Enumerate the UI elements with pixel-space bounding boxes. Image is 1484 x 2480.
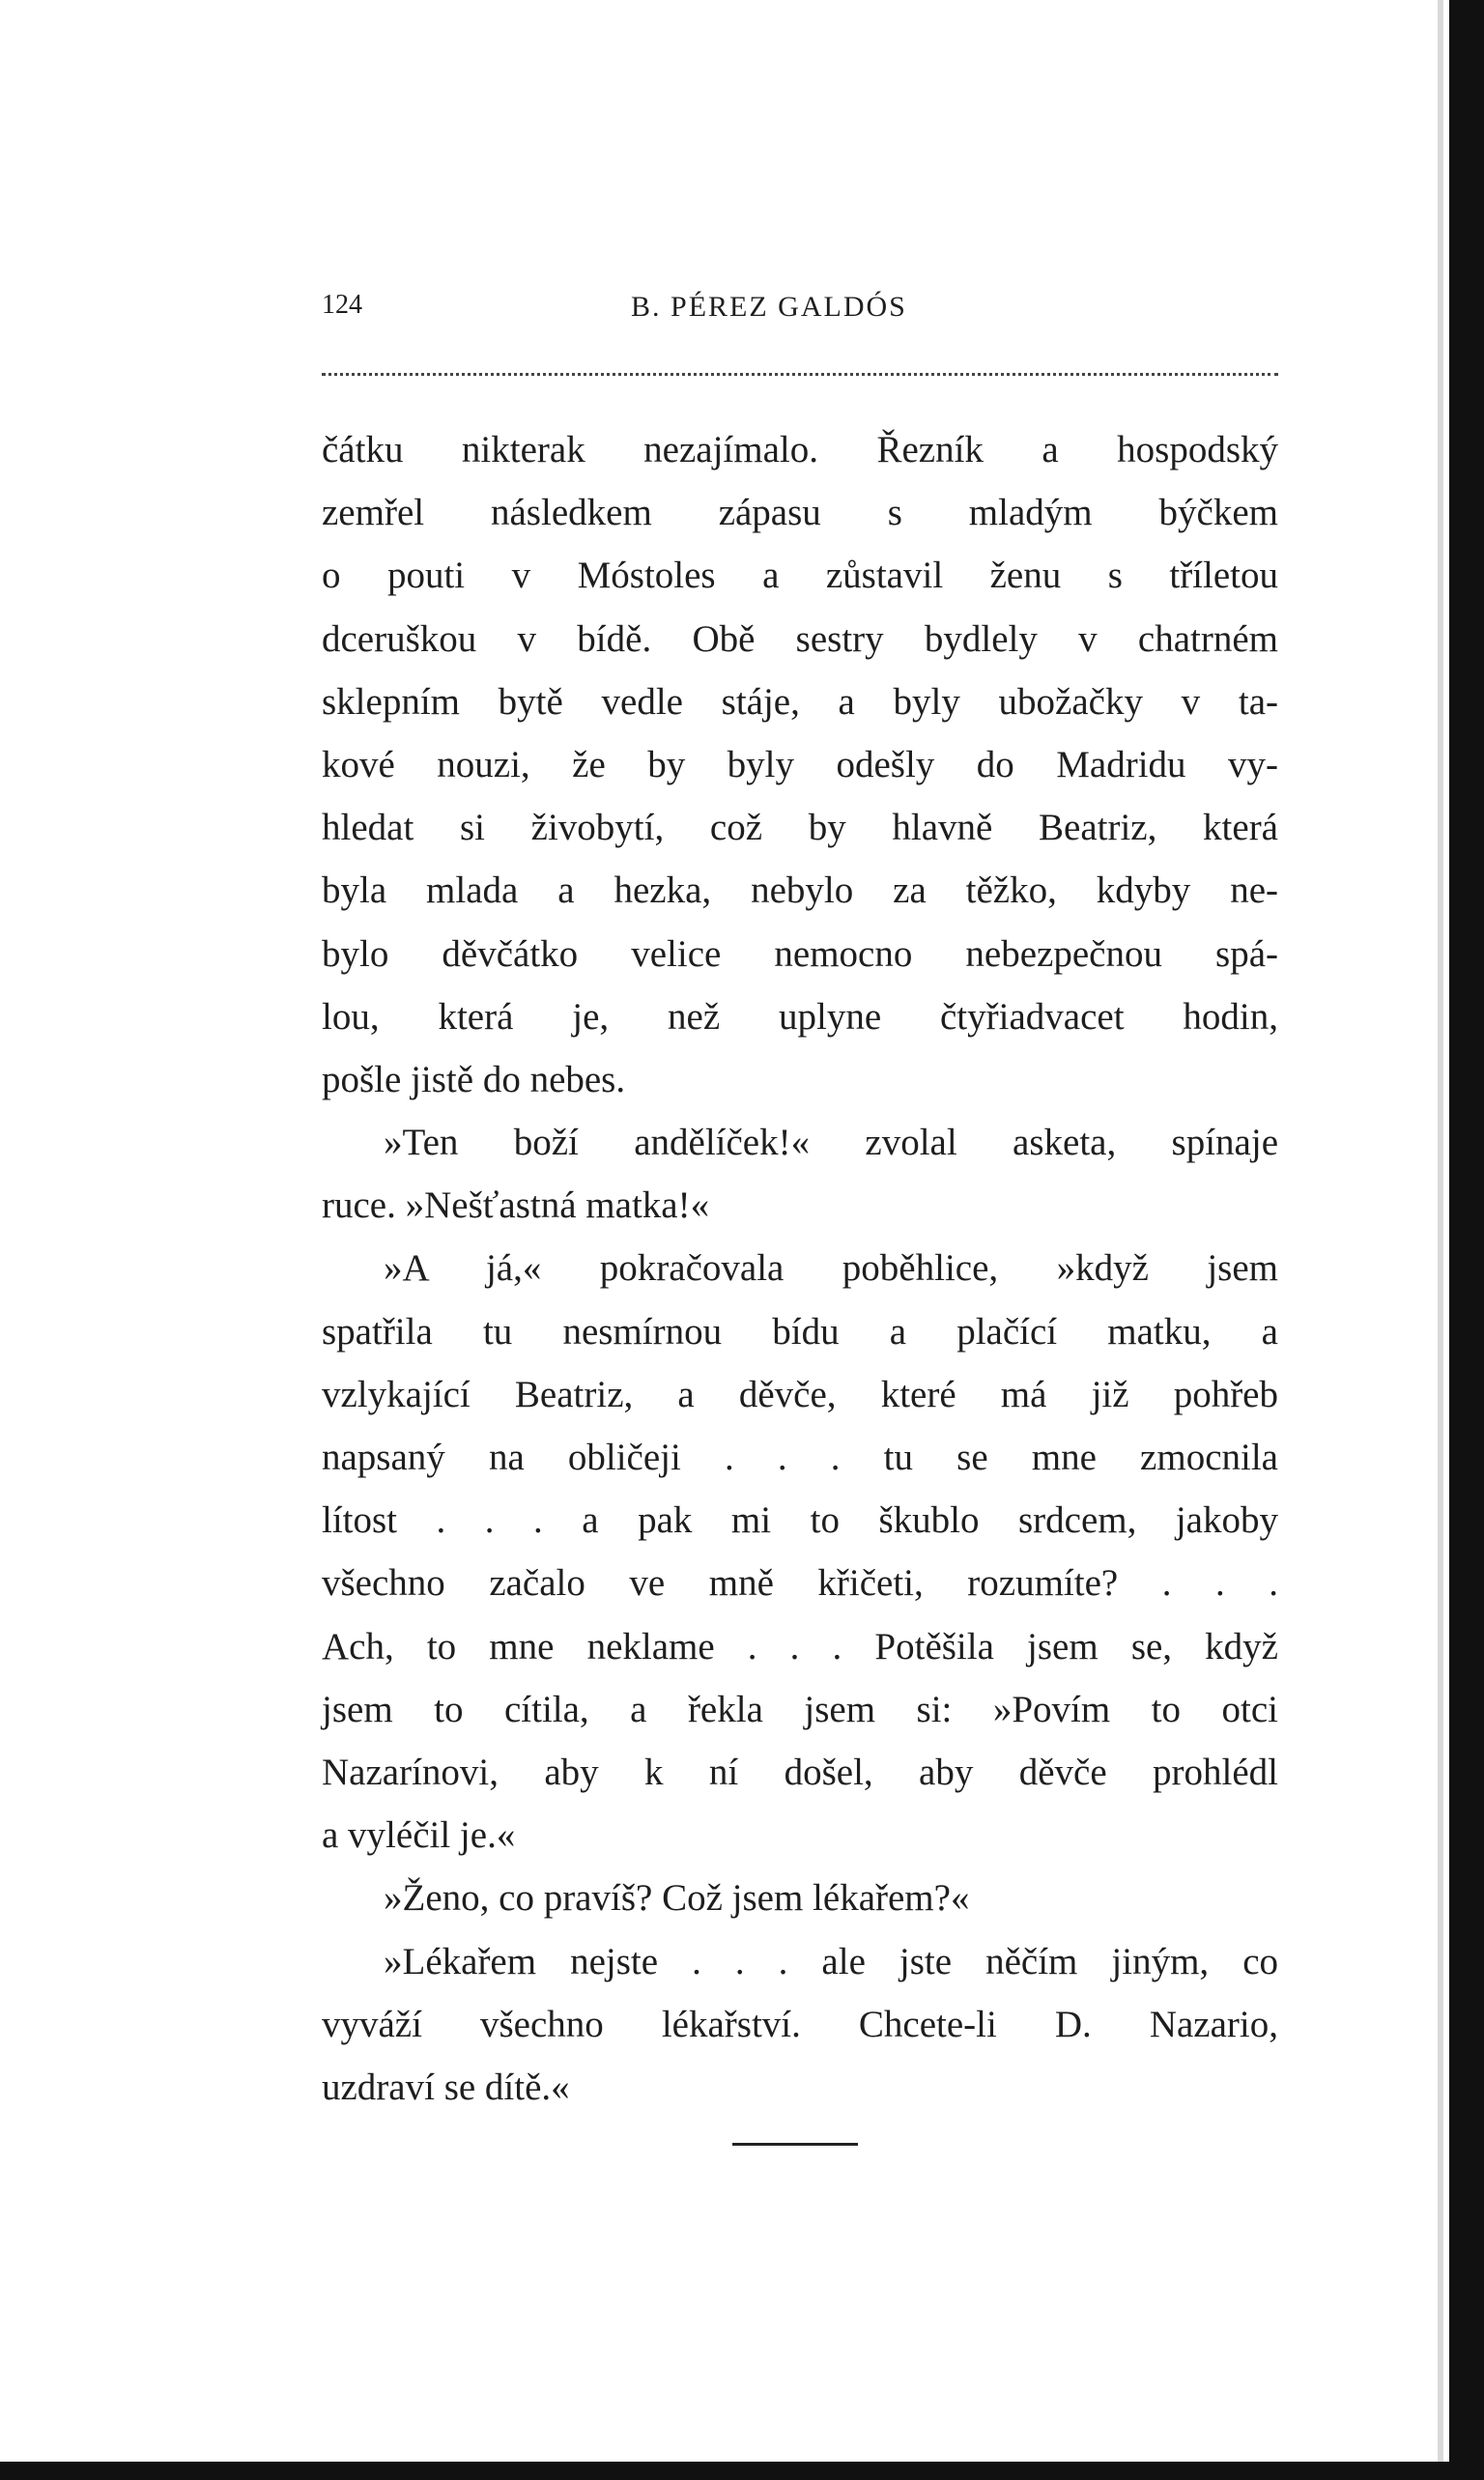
text-line: uzdraví se dítě.« <box>322 2066 570 2108</box>
text-line: »Ten boží andělíček!« zvolal asketa, spínaje <box>384 1122 1278 1164</box>
scan-page-edge <box>1438 0 1443 2462</box>
text-line: Ach, to mne neklame . . . Potěšila jsem se, když <box>322 1625 1278 1668</box>
text-line: vzlykající Beatriz, a děvče, které má již pohřeb <box>322 1373 1278 1415</box>
running-head: B. PÉREZ GALDÓS <box>631 291 907 323</box>
text-line: »Lékařem nejste . . . ale jste něčím jiným, co <box>384 1940 1278 1982</box>
text-line: napsaný na obličeji . . . tu se mne zmocnila <box>322 1437 1278 1478</box>
text-line: sklepním bytě vedle stáje, a byly ubožačky v ta- <box>322 680 1278 723</box>
end-rule <box>732 2143 858 2146</box>
text-line: pošle jistě do nebes. <box>322 1058 626 1100</box>
text-line: všechno začalo ve mně křičeti, rozumíte? . . . <box>322 1562 1278 1605</box>
text-line: dceruškou v bídě. Obě sestry bydlely v chatrném <box>322 617 1278 660</box>
text-line: a vyléčil je.« <box>322 1814 516 1857</box>
text-line: lítost . . . a pak mi to škublo srdcem, jakoby <box>322 1499 1278 1542</box>
scan-border-right <box>1449 0 1484 2480</box>
header-dotted-rule <box>322 373 1278 376</box>
text-line: jsem to cítila, a řekla jsem si: »Povím to otci <box>322 1688 1278 1730</box>
text-line: »A já,« pokračovala poběhlice, »když jsem <box>384 1247 1278 1290</box>
text-line: hledat si živobytí, což by hlavně Beatriz, která <box>322 807 1278 849</box>
page-header <box>322 286 1278 325</box>
scan-border-bottom <box>0 2462 1484 2480</box>
text-line: bylo děvčátko velice nemocno nebezpečnou spá- <box>322 932 1278 975</box>
body-text <box>322 418 1278 2119</box>
text-line: ruce. »Nešťastná matka!« <box>322 1184 710 1227</box>
page-number: 124 <box>322 290 362 320</box>
text-line: čátku nikterak nezajímalo. Řezník a hospodský <box>322 429 1278 470</box>
text-line: »Ženo, co pravíš? Což jsem lékařem?« <box>384 1877 970 1920</box>
text-line: o pouti v Móstoles a zůstavil ženu s tříletou <box>322 555 1278 597</box>
text-line: zemřel následkem zápasu s mladým býčkem <box>322 492 1278 534</box>
text-line: lou, která je, než uplyne čtyřiadvacet hodin, <box>322 995 1278 1038</box>
text-line: kové nouzi, že by byly odešly do Madridu vy- <box>322 743 1278 785</box>
text-line: byla mlada a hezka, nebylo za těžko, kdyby ne- <box>322 869 1278 912</box>
text-line: vyváží všechno lékařství. Chcete-li D. Nazario, <box>322 2003 1278 2045</box>
text-line: spatřila tu nesmírnou bídu a plačící matku, a <box>322 1310 1278 1353</box>
text-line: Nazarínovi, aby k ní došel, aby děvče prohlédl <box>322 1751 1278 1793</box>
